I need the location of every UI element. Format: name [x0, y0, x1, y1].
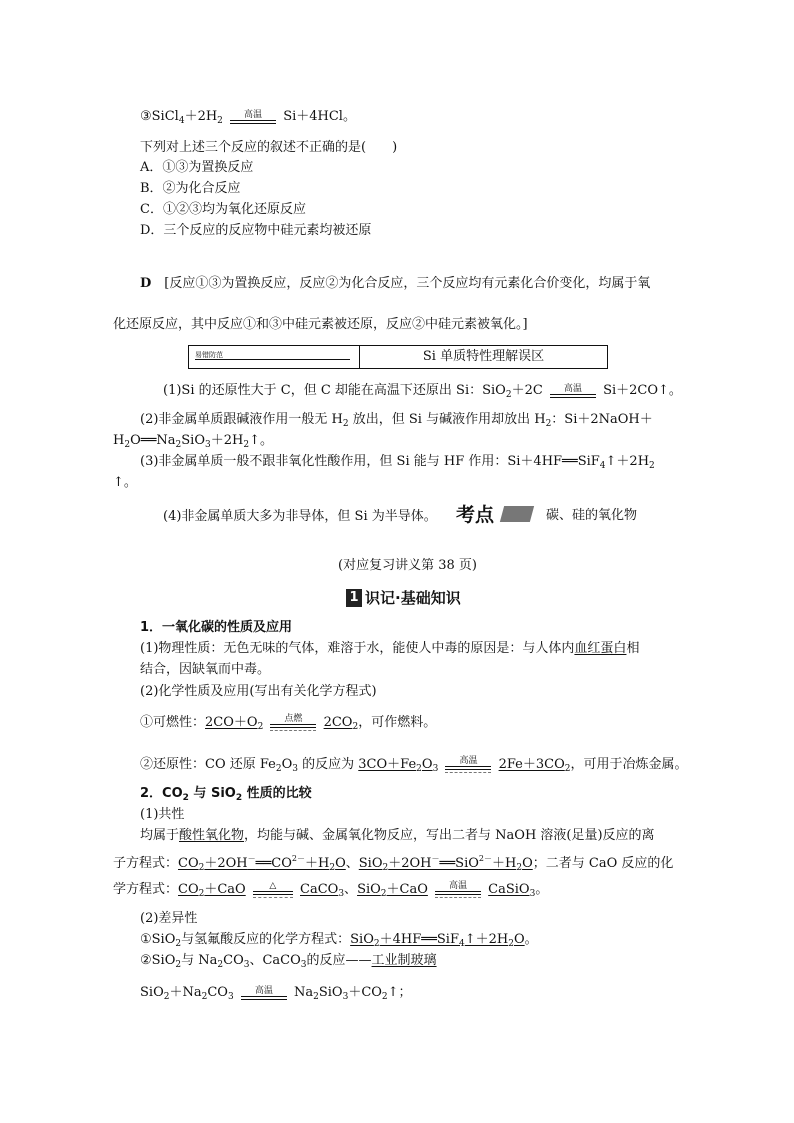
- underlined-answer: 血红蛋白: [574, 641, 627, 656]
- sub: 2: [342, 419, 349, 429]
- text: SiO: [357, 882, 381, 897]
- sub: 4: [178, 116, 185, 126]
- sub: 2: [217, 116, 223, 126]
- sub: 3: [300, 960, 307, 970]
- condition-label: 高温: [449, 881, 468, 891]
- underlined-answer: [488, 882, 535, 897]
- answer-line-1: [140, 275, 650, 293]
- s2-common-line-3: [113, 881, 548, 903]
- sub: 2: [124, 440, 131, 450]
- underlined-answer: 酸性氧化物: [179, 828, 245, 843]
- sub: 2: [545, 419, 552, 429]
- text: 、: [345, 856, 359, 871]
- text: ＋H: [491, 856, 517, 871]
- text: 相: [626, 641, 640, 656]
- option-b: B．②为化合反应: [140, 181, 241, 196]
- text: 2CO: [323, 715, 353, 730]
- text: ＋CaO: [204, 882, 246, 897]
- text: 、: [344, 882, 358, 897]
- sub: 2: [175, 939, 182, 949]
- text: SiO: [358, 856, 383, 871]
- text: ＋2C: [511, 383, 543, 398]
- text: 性质的比较: [242, 786, 312, 801]
- sub: 3: [292, 764, 299, 774]
- answer-letter: D: [140, 276, 152, 291]
- text: ↑＋2H: [464, 932, 509, 947]
- box-title: Si 单质特性理解误区: [422, 349, 545, 364]
- sub: 2: [382, 863, 389, 873]
- text: 与 Na: [181, 953, 218, 968]
- condition-label: 点燃: [284, 714, 303, 724]
- sup: －: [247, 854, 256, 863]
- text: ↑；: [387, 985, 412, 1000]
- text: ①SiO: [140, 932, 176, 947]
- sub: 2: [235, 793, 243, 803]
- section-number: 1: [346, 589, 362, 607]
- s1-phys-line-2: 结合，因缺氧而中毒。: [140, 662, 271, 677]
- text: O: [513, 932, 525, 947]
- text: Si＋2CO↑。: [603, 383, 682, 398]
- point-2-line-1: [140, 411, 653, 433]
- sub: 2: [505, 390, 512, 400]
- sub: 2: [329, 863, 336, 873]
- section-title: 识记·基础知识: [365, 589, 461, 607]
- text: ，可用于冶炼金属。: [570, 757, 688, 772]
- kaodian-label: 考点: [456, 504, 495, 526]
- text: 子方程式：: [113, 856, 179, 871]
- sub: 2: [175, 440, 182, 450]
- sub: 3: [432, 764, 439, 774]
- sub: 2: [275, 764, 282, 774]
- s2-common-line-1: [140, 827, 655, 845]
- underlined-answer: [350, 932, 525, 947]
- text: 与 SiO: [188, 786, 236, 801]
- text: ↑＋2H: [605, 454, 650, 469]
- answer-line-2: 化还原反应，其中反应①和③中硅元素被还原，反应②中硅元素被氧化。]: [113, 317, 528, 332]
- condition-arrow: [270, 714, 316, 731]
- text: ══CO: [255, 856, 292, 871]
- text: O: [421, 757, 433, 772]
- sup: －: [431, 854, 440, 863]
- answer-text: [反应①③为置换反应，反应②为化合反应，三个反应均有元素化合价变化，均属于氧: [164, 276, 651, 291]
- sup: 2－: [291, 854, 305, 863]
- reaction-3: [140, 108, 356, 130]
- point-2-line-2: [113, 432, 273, 454]
- s2-glass-eq: [140, 984, 412, 1006]
- kaodian-number-badge: [500, 506, 534, 522]
- text: Si＋4HCl。: [283, 109, 356, 124]
- s2-diff-1: [140, 931, 538, 953]
- text: CO: [223, 953, 244, 968]
- sub: 2: [649, 461, 655, 471]
- s2-heading: [140, 785, 312, 807]
- sub: 2: [516, 863, 523, 873]
- sub: 2: [201, 992, 208, 1002]
- underlined-answer: [178, 856, 346, 871]
- point-4: (4)非金属单质大多为非导体，但 Si 为半导体。: [163, 509, 437, 524]
- s2-diff: (2)差异性: [140, 911, 198, 926]
- text: SiO: [350, 932, 374, 947]
- box-tag-cell: [189, 346, 360, 368]
- option-a: A．①③为置换反应: [140, 160, 254, 175]
- s1-chem: (2)化学性质及应用(写出有关化学方程式): [140, 684, 377, 699]
- underlined-answer: 工业制玻璃: [371, 953, 437, 968]
- misconception-box: [188, 345, 608, 369]
- reference-note: (对应复习讲义第 38 页): [338, 558, 477, 573]
- sup: 2－: [478, 854, 492, 863]
- sub: 2: [381, 992, 388, 1002]
- text: 的反应为: [298, 757, 359, 772]
- sub: 2: [257, 722, 264, 732]
- text: SiO: [181, 433, 205, 448]
- text: ↑。: [249, 433, 273, 448]
- text: ＋2OH: [204, 856, 248, 871]
- sub: 2: [373, 939, 380, 949]
- condition-arrow: [253, 881, 293, 898]
- sub: 2: [243, 440, 250, 450]
- text: O: [335, 856, 346, 871]
- question-stem: 下列对上述三个反应的叙述不正确的是( ): [140, 140, 398, 155]
- text: 与氢氟酸反应的化学方程式：: [181, 932, 351, 947]
- sub: 2: [352, 722, 359, 732]
- sub: 2: [217, 960, 224, 970]
- text: ＋Na: [169, 985, 202, 1000]
- s2-common: (1)共性: [140, 807, 185, 822]
- text: SiO: [140, 985, 164, 1000]
- sub: 2: [198, 863, 205, 873]
- text: ＋2H: [210, 433, 244, 448]
- sub: 2: [182, 793, 189, 803]
- sub: 3: [342, 992, 349, 1002]
- text: ＋H: [305, 856, 330, 871]
- text: ；二者与 CaO 反应的化: [532, 856, 674, 871]
- sub: 3: [243, 960, 250, 970]
- text: ③SiCl: [140, 109, 179, 124]
- sub: 4: [458, 939, 465, 949]
- sub: 3: [227, 992, 234, 1002]
- text: CO: [207, 985, 228, 1000]
- s2-common-line-2: [113, 850, 673, 877]
- underlined-answer: [178, 882, 246, 897]
- text: ：Si＋2NaOH＋: [551, 412, 653, 427]
- point-3-line-2: ↑。: [113, 475, 137, 490]
- text: (3)非金属单质一般不跟非氧化性酸作用，但 Si 能与 HF 作用：Si＋4HF══SiF: [140, 454, 600, 469]
- sub: 3: [529, 889, 536, 899]
- text: ＋CO: [348, 985, 382, 1000]
- underlined-answer: [358, 757, 438, 772]
- s1-reduce: [140, 756, 688, 778]
- text: 、CaCO: [249, 953, 301, 968]
- condition-arrow: [230, 110, 276, 124]
- text: ＋2H: [184, 109, 218, 124]
- option-d: D．三个反应的反应物中硅元素均被还原: [140, 223, 372, 238]
- underlined-answer: [357, 882, 428, 897]
- underlined-answer: [359, 856, 533, 871]
- condition-label: 高温: [563, 383, 582, 394]
- text: ＋4HF══SiF: [379, 932, 459, 947]
- s1-heading: 1．一氧化碳的性质及应用: [140, 620, 293, 635]
- kaodian-title: 碳、硅的氧化物: [546, 508, 638, 523]
- s2-diff-2: [140, 952, 437, 974]
- sub: 2: [380, 889, 387, 899]
- sub: 3: [338, 889, 345, 899]
- text: ══SiO: [439, 856, 479, 871]
- text: O: [522, 856, 533, 871]
- condition-label: 高温: [244, 109, 263, 120]
- text: CO: [178, 856, 199, 871]
- text: ②SiO: [140, 953, 176, 968]
- underlined-answer: [205, 715, 263, 730]
- sub: 2: [508, 939, 514, 949]
- sub: 2: [313, 992, 319, 1002]
- text: O: [281, 757, 293, 772]
- text: ，均能与碱、金属氧化物反应，写出二者与 NaOH 溶液(足量)反应的离: [244, 828, 655, 843]
- s1-burn: [140, 714, 436, 736]
- text: 的反应——: [306, 953, 372, 968]
- box-tag: 易错防范: [195, 351, 350, 360]
- text: (1)物理性质：无色无味的气体，难溶于水，能使人中毒的原因是：与人体内: [140, 641, 575, 656]
- sub: 2: [416, 764, 422, 774]
- condition-arrow: [445, 756, 491, 773]
- text: ②还原性：CO 还原 Fe: [140, 757, 276, 772]
- text: H: [113, 433, 125, 448]
- condition-label: 高温: [459, 756, 478, 766]
- condition-arrow: [550, 384, 596, 398]
- text: CaCO: [300, 882, 339, 897]
- underlined-answer: [324, 715, 359, 730]
- text: 2．CO: [140, 786, 183, 801]
- underlined-answer: [300, 882, 344, 897]
- sub: 2: [175, 960, 182, 970]
- text: 。: [535, 882, 549, 897]
- text: Na: [293, 985, 314, 1000]
- sub: 4: [599, 461, 606, 471]
- text: 3CO＋Fe: [358, 757, 417, 772]
- text: 2CO＋O: [205, 715, 258, 730]
- text: 2Fe＋3CO: [498, 757, 565, 772]
- text: 学方程式：: [113, 882, 179, 897]
- section-heading: [346, 587, 461, 608]
- sub: 2: [163, 992, 170, 1002]
- point-1: [163, 382, 682, 404]
- text: (2)非金属单质跟碱液作用一般无 H: [140, 412, 343, 427]
- text: 放出，但 Si 与碱液作用却放出 H: [348, 412, 546, 427]
- condition-arrow: [435, 881, 481, 898]
- sub: 2: [564, 764, 571, 774]
- text: ，可作燃料。: [358, 715, 437, 730]
- text: ＋2OH: [388, 856, 432, 871]
- s1-phys-line-1: [140, 640, 639, 658]
- text: ＋CaO: [386, 882, 428, 897]
- condition-label: △: [269, 881, 277, 891]
- text: CaSiO: [488, 882, 530, 897]
- sub: 3: [204, 440, 211, 450]
- option-c: C．①②③均为氧化还原反应: [140, 202, 306, 217]
- text: 均属于: [140, 828, 180, 843]
- kaodian-header: [456, 500, 637, 527]
- text: 。: [524, 932, 538, 947]
- text: (1)Si 的还原性大于 C，但 C 却能在高温下还原出 Si：SiO: [163, 383, 506, 398]
- condition-arrow: [241, 986, 287, 1000]
- text: ①可燃性：: [140, 715, 206, 730]
- point-3-line-1: [140, 453, 655, 475]
- sub: 2: [198, 889, 205, 899]
- text: O══Na: [130, 433, 176, 448]
- condition-label: 高温: [254, 985, 273, 996]
- text: CO: [178, 882, 199, 897]
- underlined-answer: [499, 757, 571, 772]
- text: SiO: [318, 985, 343, 1000]
